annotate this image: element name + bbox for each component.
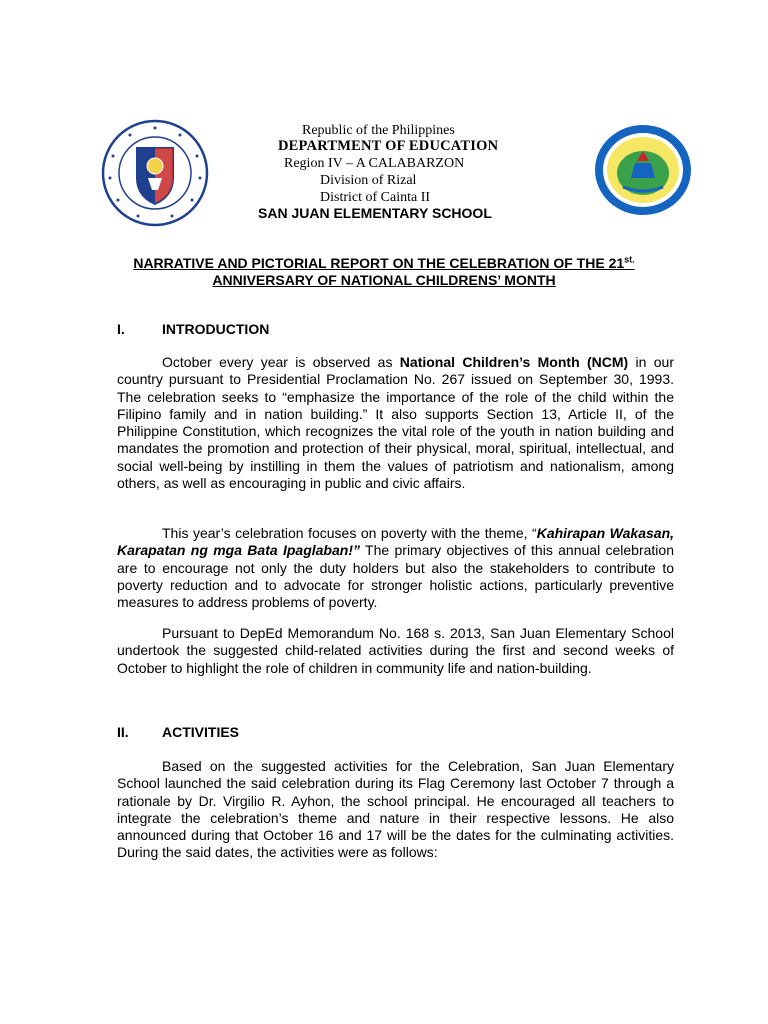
school-logo-icon [593,123,693,218]
section-title: ACTIVITIES [162,724,240,740]
activities-paragraph-1: Based on the suggested activities for the Celebration, San Juan Elementary School launched the said celebration during its Flag Ceremony last October 7 through a rationale by Dr. Virgilio R. Ayhon, the school principal. He encouraged all teachers to integrate the celebration’s theme and nature in their respective lessons. He also announced during that October 16 and 17 will be the dates for the culminating activities. During the said dates, the activities were as follows: [117,758,674,861]
section-number: I. [117,321,125,337]
division-line: Division of Rizal [320,173,417,188]
republic-line: Republic of the Philippines [302,123,455,138]
report-title [100,255,668,289]
theme-emphasis: Kahirapan Wakasan, Karapatan ng mga Bata Ipaglaban!” [117,525,675,559]
district-line: District of Cainta II [320,190,431,205]
section-activities-heading [117,724,239,740]
report-title-line2: ANNIVERSARY OF NATIONAL CHILDRENS’ MONTH [212,272,556,288]
intro-paragraph-2: This year’s celebration focuses on poverty with the theme, “Kahirapan Wakasan, Karapatan ng mga Bata Ipaglaban!” The primary objectives of this annual celebration are to encourage not only the duty holders but also the stakeholders to contribute to poverty reduction and to advocate for stronger holistic actions, particularly preventive measures to address problems of poverty. [117,525,675,611]
intro-paragraph-3: Pursuant to DepEd Memorandum No. 168 s. 2013, San Juan Elementary School undertook the suggested child-related activities during the first and second weeks of October to highlight the role of children in community life and nation-building. [117,625,674,676]
deped-seal-icon [100,118,210,228]
section-number: II. [117,724,129,740]
school-name: SAN JUAN ELEMENTARY SCHOOL [258,205,492,221]
department-line: DEPARTMENT OF EDUCATION [278,138,499,154]
section-title: INTRODUCTION [162,321,270,337]
ncm-emphasis: National Children’s Month (NCM) [399,354,629,370]
section-introduction-heading [117,321,269,337]
region-line: Region IV – A CALABARZON [284,156,465,171]
title-superscript: st. [624,254,635,265]
intro-paragraph-1: October every year is observed as National Children’s Month (NCM) in our country pursuant to Presidential Proclamation No. 267 issued on September 30, 1993. The celebration seeks to “emphasize the importance of the role of the child within the Filipino family and in nation building.” It also supports Section 13, Article II, of the Philippine Constitution, which recognizes the vital role of the youth in nation building and mandates the promotion and protection of their physical, moral, spiritual, intellectual, and social well-being by instilling in them the values of patriotism and nationalism, among others, as well as encouraging in public and civic affairs. [117,354,674,492]
report-title-line1: NARRATIVE AND PICTORIAL REPORT ON THE CELEBRATION OF THE $21^{st.}$ [133,254,635,271]
